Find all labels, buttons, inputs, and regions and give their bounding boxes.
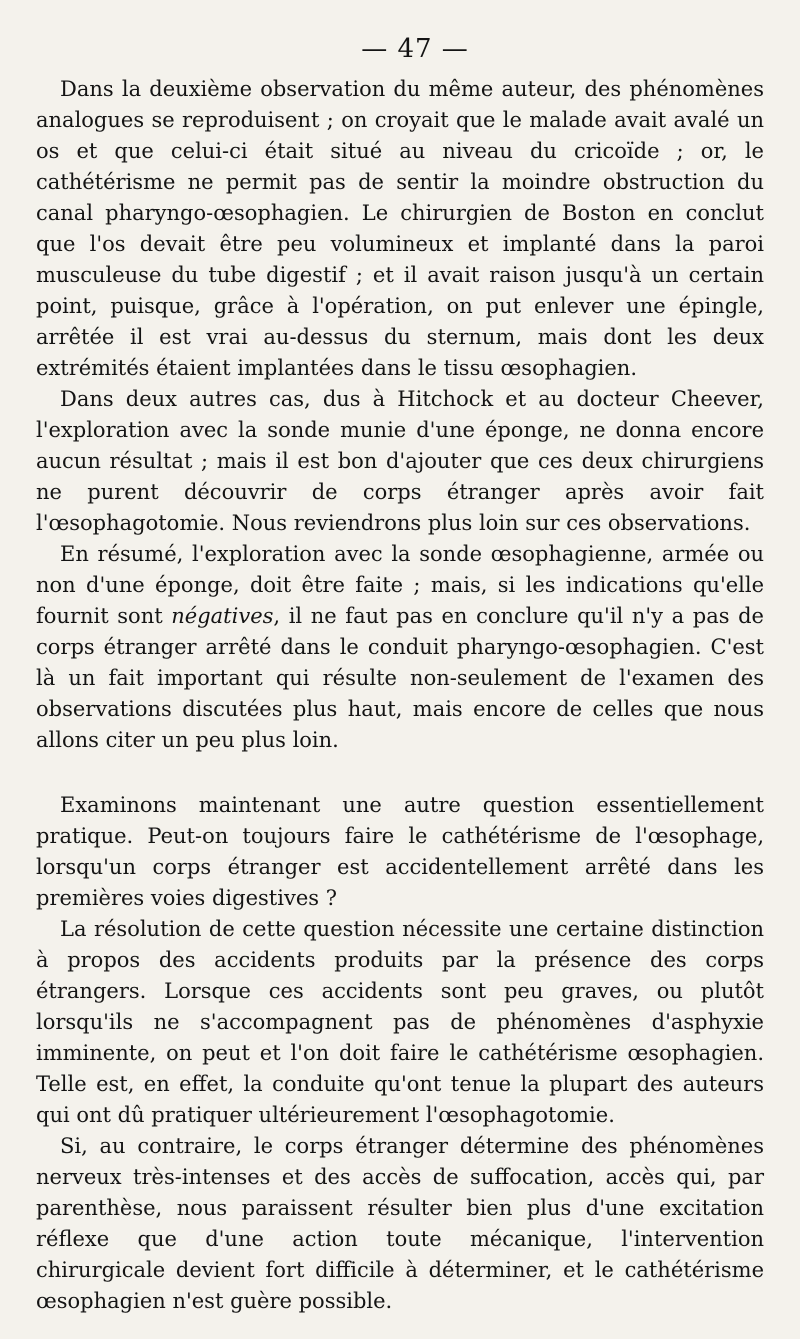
section-break (36, 756, 764, 790)
paragraph-3-text-start: En résumé, l'exploration avec la sonde œsophagienne, armée ou non d'une éponge, doit être faite ; mais, si les indications qu'elle fournit sont (36, 542, 764, 628)
paragraph-5: La résolution de cette question nécessite une certaine distinction à propos des accidents produits par la présence des corps étrangers. Lorsque ces accidents sont peu graves, ou plutôt lorsqu'ils ne s'accompagnent pas de phénomènes d'asphyxie imminente, on peut et l'on doit faire le cathétérisme œsophagien. Telle est, en effet, la conduite qu'ont tenue la plupart des auteurs qui ont dû pratiquer ultérieurement l'œsophagotomie. (36, 917, 764, 1127)
paragraph-1: Dans la deuxième observation du même auteur, des phénomènes analogues se reproduisent ; on croyait que le malade avait avalé un os et que celui-ci était situé au niveau du cricoïde ; or, le cathétérisme ne permit pas de sentir la moindre obstruction du canal pharyngo-œsophagien. Le chirurgien de Boston en conclut que l'os devait être peu volumineux et implanté dans la paroi musculeuse du tube digestif ; et il avait raison jusqu'à un certain point, puisque, grâce à l'opération, on put enlever une épingle, arrêtée il est vrai au-dessus du sternum, mais dont les deux extrémités étaient implantées dans le tissu œsophagien. (36, 77, 764, 380)
paragraph-6: Si, au contraire, le corps étranger détermine des phénomènes nerveux très-intenses et des accès de suffocation, accès qui, par parenthèse, nous paraissent résulter bien plus d'une excitation réflexe que d'une action toute mécanique, l'intervention chirurgicale devient fort difficile à déterminer, et le cathétérisme œsophagien n'est guère possible. (36, 1134, 764, 1313)
page-number: — 47 — (361, 34, 469, 64)
paragraph-4: Examinons maintenant une autre question essentiellement pratique. Peut-on toujours faire le cathétérisme de l'œsophage, lorsqu'un corps étranger est accidentellement arrêté dans les premières voies digestives ? (36, 793, 764, 910)
paragraph-3-emphasis: négatives (171, 604, 274, 628)
paragraph-3 (36, 539, 764, 756)
paragraph-2: Dans deux autres cas, dus à Hitchock et au docteur Cheever, l'exploration avec la sonde munie d'une éponge, ne donna encore aucun résultat ; mais il est bon d'ajouter que ces deux chirurgiens ne purent découvrir de corps étranger après avoir fait l'œsophagotomie. Nous reviendrons plus loin sur ces observations. (36, 387, 764, 535)
paragraph-3-text-end: , il ne faut pas en conclure qu'il n'y a pas de corps étranger arrêté dans le conduit pharyngo-œsophagien. C'est là un fait important qui résulte non-seulement de l'examen des observations discutées plus haut, mais encore de celles que nous allons citer un peu plus loin. (36, 604, 764, 752)
